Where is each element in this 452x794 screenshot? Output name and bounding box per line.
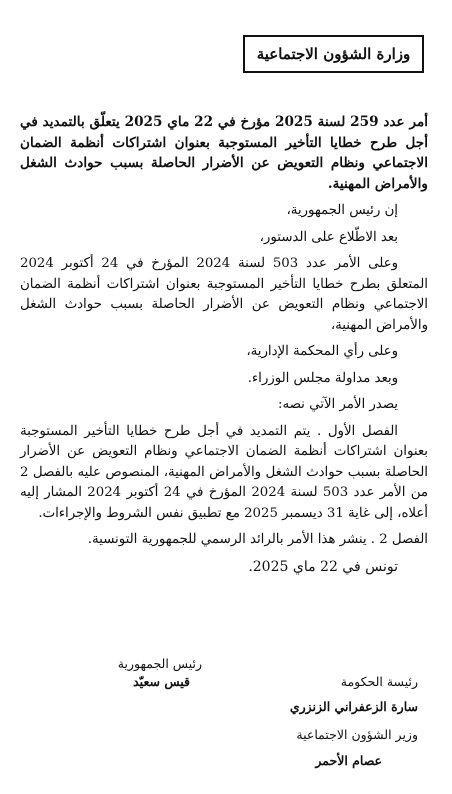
decree-date-place: تونس في 22 ماي 2025. xyxy=(248,558,398,575)
president-name: قيس سعيّد xyxy=(133,674,190,689)
preamble-council-of-ministers: وبعد مداولة مجلس الوزراء. xyxy=(247,370,398,386)
signatures-block xyxy=(0,652,452,792)
decree-issuance: يصدر الأمر الآتي نصه: xyxy=(278,397,398,412)
preamble-constitution: بعد الاطّلاع على الدستور، xyxy=(259,229,398,245)
minister-name: عصام الأحمر xyxy=(315,753,382,768)
decree-opening: إن رئيس الجمهورية، xyxy=(286,203,398,218)
preamble-decree-503: وعلى الأمر عدد 503 لسنة 2024 المؤرخ في 24 أكتوبر 2024 المتعلق بطرح خطايا التأخير المستوجبة بعنوان اشتراكات أنظمة الضمان الاجتماعي ونظام التعويض عن الأضرار الحاصلة بسبب حوادث الشغل والأمراض المهنية، xyxy=(20,256,428,333)
prime-minister-name: سارة الزعفراني الزنزري xyxy=(289,699,418,714)
decree-title: أمر عدد 259 لسنة 2025 مؤرخ في 22 ماي 2025 يتعلّق بالتمديد في أجل طرح خطايا التأخير المستوجبة بعنوان اشتراكات أنظمة الضمان الاجتماعي ونظام التعويض عن الأضرار الحاصلة بسبب حوادث الشغل والأمراض المهنية. xyxy=(20,114,429,192)
preamble-administrative-court: وعلى رأي المحكمة الإدارية، xyxy=(246,344,398,359)
minister-title: وزير الشؤون الاجتماعية xyxy=(296,727,418,742)
article-1: الفصل الأول . يتم التمديد في أجل طرح خطايا التأخير المستوجبة بعنوان اشتراكات أنظمة الضمان الاجتماعي ونظام التعويض عن الأضرار الحاصلة بسبب حوادث الشغل والأمراض المهنية، المنصوص عليه بالفصل 2 من الأمر عدد 503 لسنة 2024 المؤرخ في 24 أكتوبر 2024 المشار إليه أعلاه، إلى غاية 31 ديسمبر 2025 مع تطبيق نفس الشروط والإجراءات. xyxy=(20,423,428,521)
ministry-name: وزارة الشؤون الاجتماعية xyxy=(256,45,411,63)
decree-body xyxy=(20,112,428,583)
president-title: رئيس الجمهورية xyxy=(117,656,202,671)
ministry-header-box xyxy=(243,35,424,73)
article-2: الفصل 2 . ينشر هذا الأمر بالرائد الرسمي للجمهورية التونسية. xyxy=(87,532,428,547)
prime-minister-title: رئيسة الحكومة xyxy=(340,674,418,689)
